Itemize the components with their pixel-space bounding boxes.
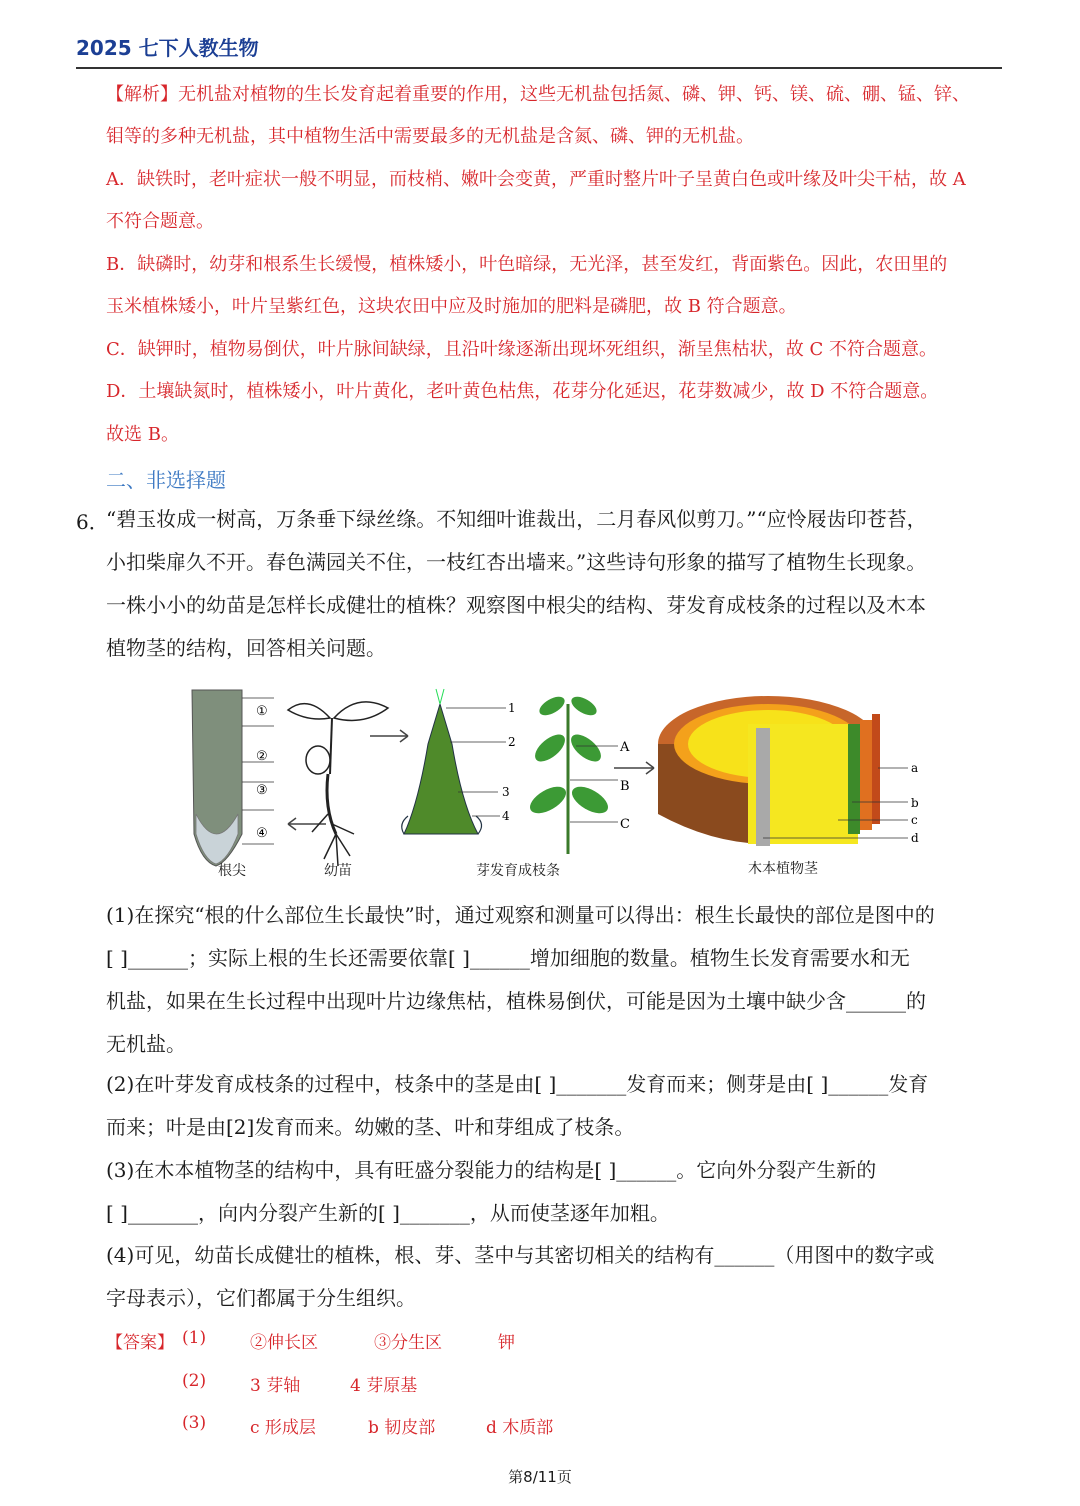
- arrow-left: [288, 818, 326, 830]
- part2-line-1: (2)在叶芽发育成枝条的过程中，枝条中的茎是由[ ]_______发育而来；侧芽是由[ ]______发育: [106, 1072, 929, 1096]
- branch-label-b: B: [620, 779, 630, 794]
- analysis-line-2: 钼等的多种无机盐，其中植物生活中需要最多的无机盐是含氮、磷、钾的无机盐。: [106, 126, 754, 147]
- arrow-right-1: [370, 730, 408, 742]
- part3-line-2: [ ]_______，向内分裂产生新的[ ]_______，从而使茎逐年加粗。: [106, 1201, 670, 1225]
- figure-svg: [178, 684, 938, 884]
- answer-tag: 【答案】: [106, 1333, 174, 1353]
- branch-label-a: A: [620, 740, 630, 755]
- root-label-2: ②: [256, 749, 268, 764]
- option-b-line-1: B．缺磷时，幼芽和根系生长缓慢，植株矮小，叶色暗绿，无光泽，甚至发红，背面紫色。因此，农田里的: [106, 254, 948, 275]
- root-label-1: ①: [256, 704, 268, 719]
- biology-figure: [178, 684, 938, 884]
- analysis-choice: 故选 B。: [106, 424, 179, 445]
- seedling-diagram: [288, 702, 388, 866]
- arrow-right-2: [614, 762, 654, 774]
- branch-diagram: [526, 693, 630, 854]
- section-title: 二、非选择题: [106, 468, 226, 492]
- answer-value: d 木质部: [486, 1418, 554, 1438]
- answer-value: 3 芽轴: [250, 1376, 301, 1396]
- root-label-3: ③: [256, 783, 268, 798]
- branch-label-c: C: [620, 817, 630, 832]
- stem-label-d: d: [911, 831, 919, 845]
- part1-line-2: [ ]______；实际上根的生长还需要依靠[ ]______增加细胞的数量。植物生长发育需要水和无: [106, 946, 910, 970]
- page-header: [76, 32, 1002, 69]
- part3-line-1: (3)在木本植物茎的结构中，具有旺盛分裂能力的结构是[ ]______。它向外分裂产生新的: [106, 1158, 877, 1182]
- part1-line-1: (1)在探究“根的什么部位生长最快”时，通过观察和测量可以得出：根生长最快的部位是图中的: [106, 903, 935, 927]
- caption-seedling: 幼苗: [324, 863, 352, 879]
- question-stem-2: 小扣柴扉久不开。春色满园关不住，一枝红杏出墙来。”这些诗句形象的描写了植物生长现象。: [106, 550, 927, 574]
- bud-label-3: 3: [502, 785, 510, 799]
- bud-diagram: [402, 689, 516, 834]
- answer-label: (2): [182, 1371, 207, 1391]
- option-b-line-2: 玉米植株矮小，叶片呈紫红色，这块农田中应及时施加的肥料是磷肥，故 B 符合题意。: [106, 296, 797, 317]
- answer-label: (3): [182, 1413, 207, 1433]
- answer-value: b 韧皮部: [368, 1418, 436, 1438]
- part1-line-4: 无机盐。: [106, 1032, 186, 1056]
- analysis-tag: 【解析】: [106, 84, 178, 105]
- caption-root-tip: 根尖: [218, 863, 246, 879]
- question-stem-3: 一株小小的幼苗是怎样长成健壮的植株？观察图中根尖的结构、芽发育成枝条的过程以及木本: [106, 593, 926, 617]
- answer-value: ②伸长区: [250, 1333, 318, 1353]
- root-label-4: ④: [256, 826, 268, 841]
- question-number: 6．: [76, 510, 109, 534]
- bud-label-4: 4: [502, 809, 510, 823]
- part4-line-1: (4)可见，幼苗长成健壮的植株，根、芽、茎中与其密切相关的结构有______（用图中的数字或: [106, 1243, 935, 1267]
- page-number: 第8/11页: [508, 1468, 572, 1486]
- question-stem-4: 植物茎的结构，回答相关问题。: [106, 636, 386, 660]
- answer-value: 4 芽原基: [350, 1376, 418, 1396]
- question-stem-1: “碧玉妆成一树高，万条垂下绿丝绦。不知细叶谁裁出，二月春风似剪刀。”“应怜屐齿印苍苔，: [106, 507, 927, 531]
- header-title: 2025 七下人教生物: [76, 36, 259, 60]
- bud-label-2: 2: [508, 735, 516, 749]
- part1-line-3: 机盐，如果在生长过程中出现叶片边缘焦枯，植株易倒伏，可能是因为土壤中缺少含______的: [106, 989, 926, 1013]
- option-d-line: D．土壤缺氮时，植株矮小，叶片黄化，老叶黄色枯焦，花芽分化延迟，花芽数减少，故 D 不符合题意。: [106, 381, 939, 402]
- bud-label-1: 1: [508, 701, 516, 715]
- woody-stem-diagram: [658, 696, 919, 846]
- answer-value: 钾: [498, 1333, 515, 1353]
- stem-label-b: b: [911, 796, 919, 810]
- root-tip-diagram: [192, 690, 274, 866]
- answer-value: ③分生区: [374, 1333, 442, 1353]
- answer-value: c 形成层: [250, 1418, 316, 1438]
- analysis-line-1: 【解析】无机盐对植物的生长发育起着重要的作用，这些无机盐包括氮、磷、钾、钙、镁、硫、硼、锰、锌、: [106, 84, 970, 105]
- option-c-line: C．缺钾时，植物易倒伏，叶片脉间缺绿，且沿叶缘逐渐出现坏死组织，渐呈焦枯状，故 C 不符合题意。: [106, 339, 937, 360]
- part4-line-2: 字母表示），它们都属于分生组织。: [106, 1286, 416, 1310]
- stem-label-a: a: [911, 761, 919, 775]
- option-a-line-2: 不符合题意。: [106, 211, 214, 232]
- part2-line-2: 而来；叶是由[2]发育而来。幼嫩的茎、叶和芽组成了枝条。: [106, 1115, 635, 1139]
- caption-bud: 芽发育成枝条: [476, 863, 560, 879]
- stem-label-c: c: [911, 813, 918, 827]
- option-a-line-1: A．缺铁时，老叶症状一般不明显，而枝梢、嫩叶会变黄，严重时整片叶子呈黄白色或叶缘及叶尖干枯，故 A: [106, 169, 966, 190]
- caption-woody-stem: 木本植物茎: [748, 861, 818, 877]
- answer-label: (1): [182, 1328, 207, 1348]
